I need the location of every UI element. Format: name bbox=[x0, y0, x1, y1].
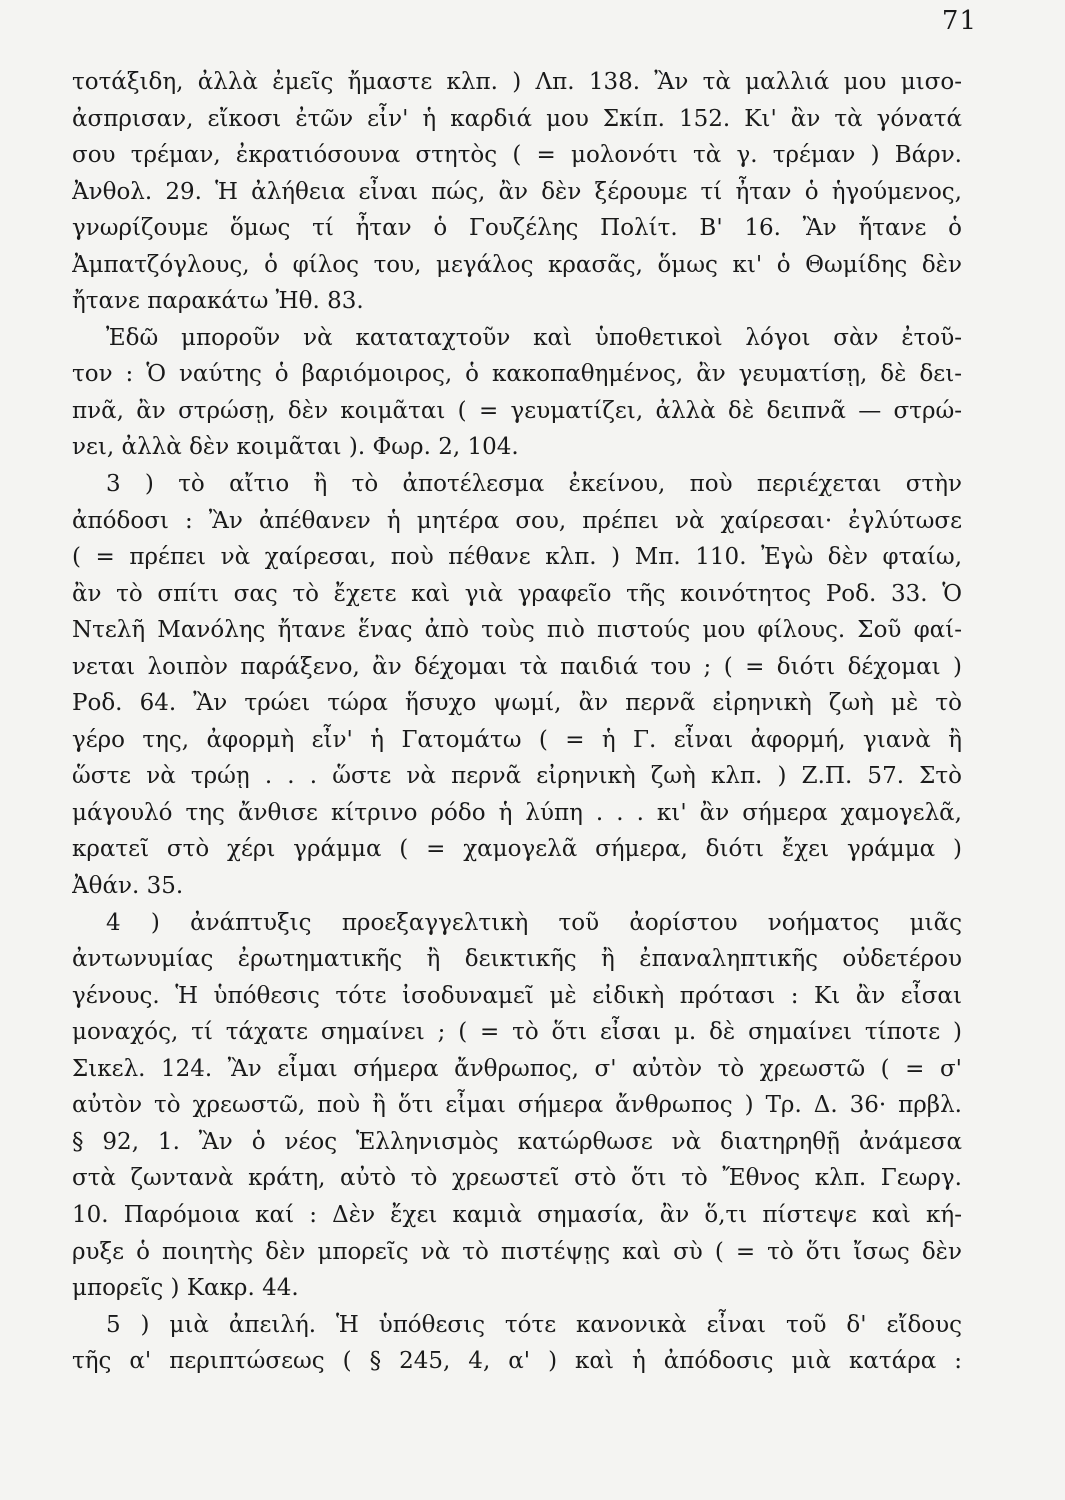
text-line: γέρο της, ἀφορμὴ εἶν' ἡ Γατομάτω ( = ἡ Γ. εἶναι ἀφορμή, γιανὰ ἢ bbox=[72, 726, 962, 753]
section-heading-line: 4 ) ἀνάπτυξις προεξαγγελτικὴ τοῦ ἀορίστου νοήματος μιᾶς bbox=[106, 909, 962, 936]
text-line: ἀπόδοσι : Ἂν ἀπέθανεν ἡ μητέρα σου, πρέπει νὰ χαίρεσαι· ἐγλύτωσε bbox=[72, 507, 962, 534]
text-line: ( = πρέπει νὰ χαίρεσαι, ποὺ πέθανε κλπ. ) Μπ. 110. Ἐγὼ δὲν φταίω, bbox=[72, 544, 962, 571]
text-line: ὥστε νὰ τρώῃ . . . ὥστε νὰ περνᾶ εἰρηνικὴ ζωὴ κλπ. ) Ζ.Π. 57. Στὸ bbox=[72, 763, 962, 790]
text-line: μπορεῖς ) Κακρ. 44. bbox=[72, 1275, 299, 1302]
text-line: πνᾶ, ἂν στρώσῃ, δὲν κοιμᾶται ( = γευματίζει, ἀλλὰ δὲ δειπνᾶ — στρώ- bbox=[72, 397, 962, 424]
section-heading-line: 5 ) μιὰ ἀπειλή. Ἡ ὑπόθεσις τότε κανονικὰ εἶναι τοῦ δ' εἴδους bbox=[106, 1311, 962, 1338]
text-line: κρατεῖ στὸ χέρι γράμμα ( = χαμογελᾶ σήμερα, διότι ἔχει γράμμα ) bbox=[72, 836, 962, 863]
text-line: Ἀθάν. 35. bbox=[72, 873, 184, 900]
text-line: νεται λοιπὸν παράξενο, ἂν δέχομαι τὰ παιδιά του ; ( = διότι δέχομαι ) bbox=[72, 653, 962, 680]
text-line: Ἀνθολ. 29. Ἡ ἀλήθεια εἶναι πώς, ἂν δὲν ξέρουμε τί ἦταν ὁ ἡγούμενος, bbox=[72, 178, 962, 205]
text-line: Σικελ. 124. Ἂν εἶμαι σήμερα ἄνθρωπος, σ' αὐτὸν τὸ χρεωστῶ ( = σ' bbox=[72, 1055, 962, 1082]
page-body bbox=[72, 64, 962, 1380]
text-line: ἂν τὸ σπίτι σας τὸ ἔχετε καὶ γιὰ γραφεῖο τῆς κοινότητος Ροδ. 33. Ὁ bbox=[72, 580, 962, 607]
text-line: τῆς α' περιπτώσεως ( § 245, 4, α' ) καὶ ἡ ἀπόδοσις μιὰ κατάρα : bbox=[72, 1348, 962, 1375]
text-line: ἤτανε παρακάτω Ἠθ. 83. bbox=[72, 288, 364, 315]
text-line: γένους. Ἡ ὑπόθεσις τότε ἰσοδυναμεῖ μὲ εἰδικὴ πρότασι : Κι ἂν εἶσαι bbox=[72, 982, 962, 1009]
text-line: Ντελῆ Μανόλης ἤτανε ἕνας ἀπὸ τοὺς πιὸ πιστούς μου φίλους. Σοῦ φαί- bbox=[72, 617, 962, 644]
text-line: νει, ἀλλὰ δὲν κοιμᾶται ). Φωρ. 2, 104. bbox=[72, 434, 519, 461]
page-number: 71 bbox=[941, 6, 977, 36]
text-line: αὐτὸν τὸ χρεωστῶ, ποὺ ἢ ὅτι εἶμαι σήμερα ἄνθρωπος ) Τρ. Δ. 36· πρβλ. bbox=[72, 1092, 962, 1119]
text-line: μοναχός, τί τάχατε σημαίνει ; ( = τὸ ὅτι εἶσαι μ. δὲ σημαίνει τίποτε ) bbox=[72, 1019, 962, 1046]
text-line: ἀντωνυμίας ἐρωτηματικῆς ἢ δεικτικῆς ἢ ἐπαναληπτικῆς οὐδετέρου bbox=[72, 946, 962, 973]
text-line: στὰ ζωντανὰ κράτη, αὐτὸ τὸ χρεωστεῖ στὸ ὅτι τὸ Ἔθνος κλπ. Γεωργ. bbox=[72, 1165, 962, 1192]
text-line: § 92, 1. Ἂν ὁ νέος Ἑλληνισμὸς κατώρθωσε νὰ διατηρηθῇ ἀνάμεσα bbox=[72, 1128, 962, 1155]
text-line: ἀσπρισαν, εἴκοσι ἐτῶν εἶν' ἡ καρδιά μου Σκίπ. 152. Κι' ἂν τὰ γόνατά bbox=[72, 105, 962, 132]
text-line: ρυξε ὁ ποιητὴς δὲν μπορεῖς νὰ τὸ πιστέψῃς καὶ σὺ ( = τὸ ὅτι ἴσως δὲν bbox=[72, 1238, 962, 1265]
text-line: γνωρίζουμε ὅμως τί ἦταν ὁ Γουζέλης Πολίτ. Β' 16. Ἂν ἤτανε ὁ bbox=[72, 215, 962, 242]
text-line: Ἐδῶ μποροῦν νὰ καταταχτοῦν καὶ ὑποθετικοὶ λόγοι σὰν ἐτοῦ- bbox=[106, 324, 962, 351]
text-line: τον : Ὁ ναύτης ὁ βαριόμοιρος, ὁ κακοπαθημένος, ἂν γευματίσῃ, δὲ δει- bbox=[72, 361, 962, 388]
section-heading-line: 3 ) τὸ αἴτιο ἢ τὸ ἀποτέλεσμα ἐκείνου, ποὺ περιέχεται στὴν bbox=[106, 471, 962, 498]
text-line: Ροδ. 64. Ἂν τρώει τώρα ἥσυχο ψωμί, ἂν περνᾶ εἰρηνικὴ ζωὴ μὲ τὸ bbox=[72, 690, 962, 717]
text-line: σου τρέμαν, ἐκρατιόσουνα στητὸς ( = μολονότι τὰ γ. τρέμαν ) Βάρν. bbox=[72, 142, 962, 169]
text-line: Ἀμπατζόγλους, ὁ φίλος του, μεγάλος κρασᾶς, ὅμως κι' ὁ Θωμίδης δὲν bbox=[72, 251, 962, 278]
text-line: μάγουλό της ἄνθισε κίτρινο ρόδο ἡ λύπη . . . κι' ἂν σήμερα χαμογελᾶ, bbox=[72, 799, 962, 826]
text-line: τοτάξιδη, ἀλλὰ ἐμεῖς ἤμαστε κλπ. ) Λπ. 138. Ἂν τὰ μαλλιά μου μισο- bbox=[72, 69, 962, 95]
text-line: 10. Παρόμοια καί : Δὲν ἔχει καμιὰ σημασία, ἂν ὅ,τι πίστεψε καὶ κή- bbox=[72, 1201, 962, 1228]
